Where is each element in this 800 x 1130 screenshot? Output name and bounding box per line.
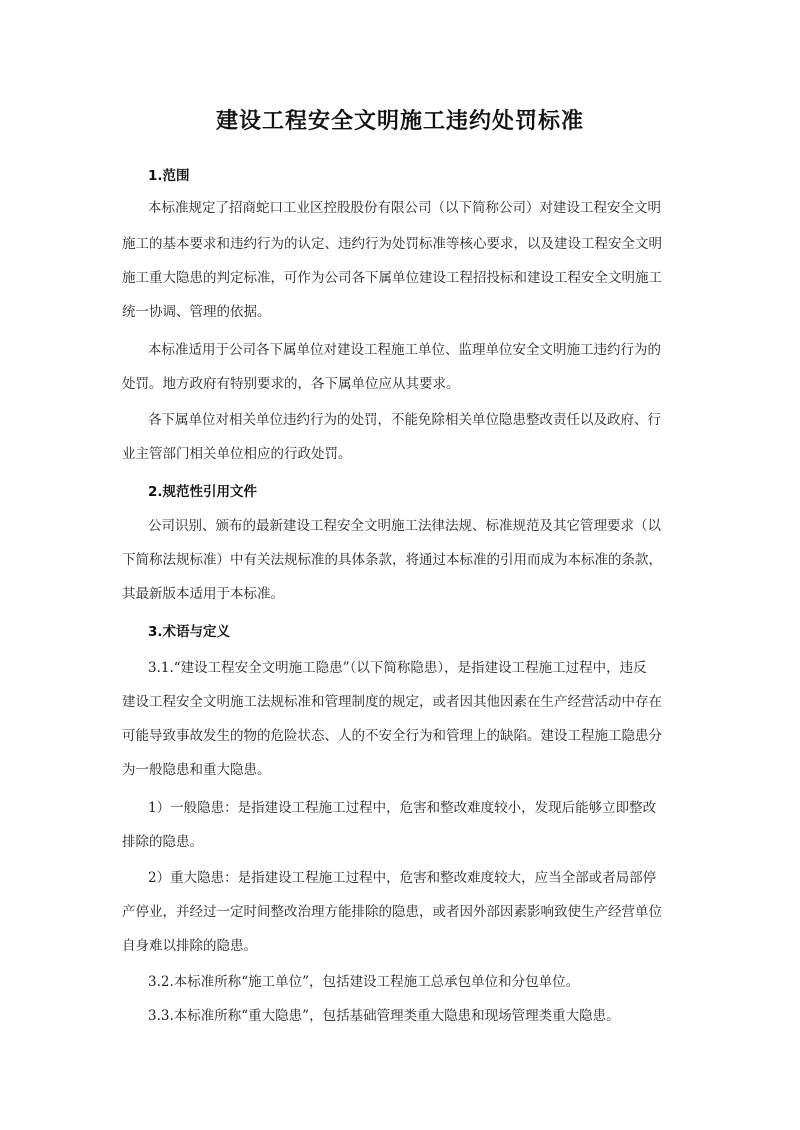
document-title: 建设工程安全文明施工违约处罚标准	[215, 109, 584, 134]
paragraph-line: 为一般隐患和重大隐患。	[122, 762, 271, 778]
paragraph-line: 下简称法规标准）中有关法规标准的具体条款，将通过本标准的引用而成为本标准的条款，	[122, 552, 662, 568]
paragraph-line: 施工重大隐患的判定标准，可作为公司各下属单位建设工程招投标和建设工程安全文明施工	[122, 270, 662, 286]
paragraph-line: 其最新版本适用于本标准。	[122, 586, 284, 602]
paragraph-line: 各下属单位对相关单位违约行为的处罚，不能免除相关单位隐患整改责任以及政府、行	[148, 412, 661, 428]
section-heading-normative-references: 2.规范性引用文件	[148, 484, 258, 500]
paragraph-line: 公司识别、颁布的最新建设工程安全文明施工法律法规、标准规范及其它管理要求（以	[148, 518, 661, 534]
paragraph-line: 本标准适用于公司各下属单位对建设工程施工单位、监理单位安全文明施工违约行为的	[148, 342, 661, 358]
paragraph-line: 可能导致事故发生的物的危险状态、人的不安全行为和管理上的缺陷。建设工程施工隐患分	[122, 728, 662, 744]
paragraph-line: 统一协调、管理的依据。	[122, 304, 271, 320]
section-heading-scope: 1.范围	[148, 168, 190, 184]
paragraph-line: 本标准规定了招商蛇口工业区控股股份有限公司（以下简称公司）对建设工程安全文明	[148, 200, 661, 216]
section-heading-terms-definitions: 3.术语与定义	[148, 624, 231, 640]
paragraph-line: 3.3.本标准所称“重大隐患”，包括基础管理类重大隐患和现场管理类重大隐患。	[148, 1008, 620, 1024]
paragraph-line: 处罚。地方政府有特别要求的，各下属单位应从其要求。	[122, 376, 460, 392]
paragraph-line: 3.2.本标准所称“施工单位”，包括建设工程施工总承包单位和分包单位。	[148, 974, 580, 990]
paragraph-line: 排除的隐患。	[122, 834, 203, 850]
paragraph-line: 1）一般隐患：是指建设工程施工过程中，危害和整改难度较小，发现后能够立即整改	[148, 800, 657, 816]
paragraph-line: 施工的基本要求和违约行为的认定、违约行为处罚标准等核心要求，以及建设工程安全文明	[122, 236, 662, 252]
paragraph-line: 产停业，并经过一定时间整改治理方能排除的隐患，或者因外部因素影响致使生产经营单位	[122, 904, 662, 920]
paragraph-line: 业主管部门相关单位相应的行政处罚。	[122, 446, 352, 462]
paragraph-line: 自身难以排除的隐患。	[122, 938, 257, 954]
paragraph-line: 2）重大隐患：是指建设工程施工过程中，危害和整改难度较大，应当全部或者局部停	[148, 870, 657, 886]
paragraph-line: 建设工程安全文明施工法规标准和管理制度的规定，或者因其他因素在生产经营活动中存在	[122, 694, 662, 710]
paragraph-line: 3.1.“建设工程安全文明施工隐患”（以下简称隐患），是指建设工程施工过程中，违反	[148, 660, 647, 676]
